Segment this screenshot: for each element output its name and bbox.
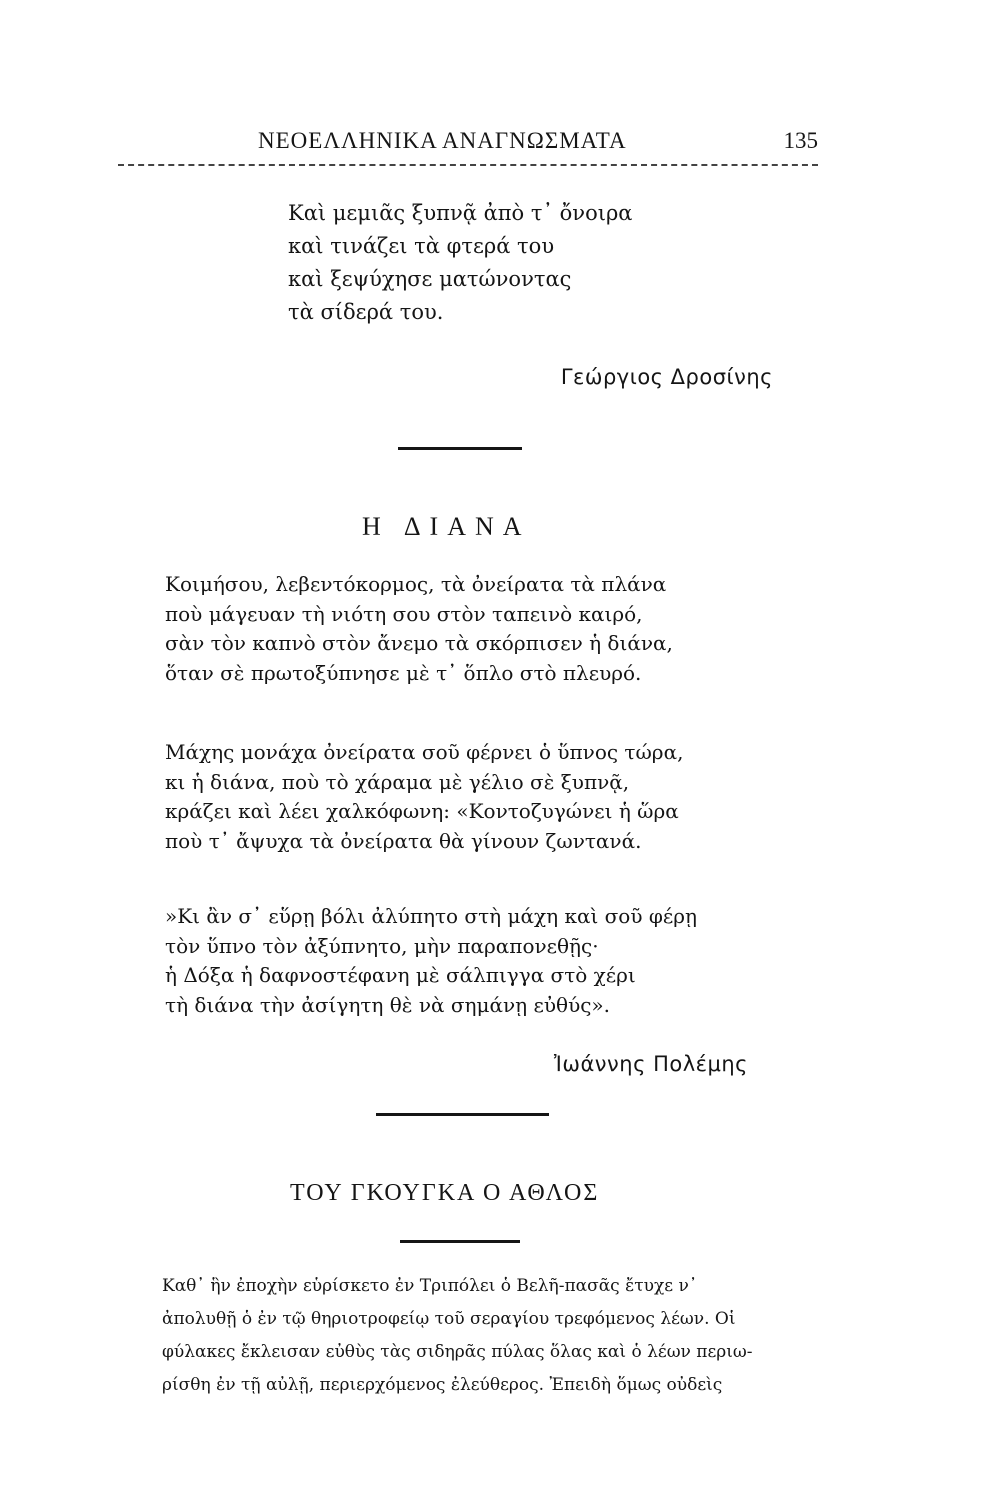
stanza	[165, 738, 683, 856]
poem-line: Κοιμήσου, λεβεντόκορμος, τὰ ὀνείρατα τὰ πλάνα	[165, 572, 667, 596]
poem-line: ποὺ μάγευαν τὴ νιότη σου στὸν ταπεινὸ καιρό,	[165, 601, 643, 626]
poem-line: κι ἡ διάνα, ποὺ τὸ χάραμα μὲ γέλιο σὲ ξυπνᾷ,	[165, 769, 630, 794]
poem-ending	[288, 197, 632, 329]
section-divider	[398, 447, 522, 450]
header-rule	[118, 164, 818, 166]
prose-paragraph	[162, 1270, 822, 1402]
poem-line: κράζει καὶ λέει χαλκόφωνη: «Κοντοζυγώνει ἡ ὥρα	[165, 799, 679, 823]
author-signature: Γεώργιος Δροσίνης	[560, 365, 773, 389]
poem-line: ποὺ τ᾿ ἄψυχα τὰ ὀνείρατα θὰ γίνουν ζωντανά.	[165, 828, 642, 853]
poem-line: Μάχης μονάχα ὀνείρατα σοῦ φέρνει ὁ ὕπνος τώρα,	[165, 740, 684, 764]
poem-line: τὸν ὕπνο τὸν ἀξύπνητο, μὴν παραπονεθῇς·	[165, 933, 599, 958]
poem-line: »Κι ἂν σ᾿ εὕρῃ βόλι ἀλύπητο στὴ μάχη καὶ σοῦ φέρῃ	[165, 904, 697, 928]
author-signature: Ἰωάννης Πολέμης	[553, 1052, 748, 1076]
poem-title: Η ΔΙΑΝΑ	[362, 512, 531, 541]
stanza	[165, 902, 697, 1020]
section-divider	[376, 1113, 549, 1116]
stanza	[165, 570, 673, 688]
poem-line: ἡ Δόξα ἡ δαφνοστέφανη μὲ σάλπιγγα στὸ χέρι	[165, 963, 636, 987]
prose-line: Καθ᾿ ἣν ἐποχὴν εὑρίσκετο ἐν Τριπόλει ὁ Βελῆ-πασᾶς ἔτυχε ν᾿	[162, 1276, 698, 1296]
poem-line: Καὶ μεμιᾶς ξυπνᾷ ἀπὸ τ᾿ ὄνοιρα	[288, 201, 633, 225]
poem-line: σὰν τὸν καπνὸ στὸν ἄνεμο τὰ σκόρπισεν ἡ διάνα,	[165, 631, 673, 655]
poem-line: τὰ σίδερά του.	[288, 300, 444, 324]
poem-line: τὴ διάνα τὴν ἀσίγητη θὲ νὰ σημάνῃ εὐθύς».	[165, 992, 611, 1017]
section-title: ΤΟΥ ΓΚΟΥΓΚΑ Ο ΑΘΛΟΣ	[290, 1180, 600, 1206]
poem-line: καὶ ξεψύχησε ματώνοντας	[288, 267, 572, 291]
page-number: 135	[783, 128, 818, 153]
poem-line: καὶ τινάζει τὰ φτερά του	[288, 234, 555, 258]
running-head	[118, 128, 818, 160]
title-underline	[400, 1240, 520, 1243]
prose-line: φύλακες ἔκλεισαν εὐθὺς τὰς σιδηρᾶς πύλας ὅλας καὶ ὁ λέων περιω-	[162, 1342, 753, 1362]
prose-line: ἀπολυθῇ ὁ ἐν τῷ θηριοτροφείῳ τοῦ σεραγίου τρεφόμενος λέων. Οἱ	[162, 1309, 736, 1329]
running-title: ΝΕΟΕΛΛΗΝΙΚΑ ΑΝΑΓΝΩΣΜΑΤΑ	[258, 128, 627, 153]
prose-line: ρίσθη ἐν τῇ αὐλῇ, περιερχόμενος ἐλεύθερος. Ἐπειδὴ ὅμως οὐδεὶς	[162, 1375, 723, 1395]
poem-line: ὅταν σὲ πρωτοξύπνησε μὲ τ᾿ ὅπλο στὸ πλευρό.	[165, 660, 642, 685]
